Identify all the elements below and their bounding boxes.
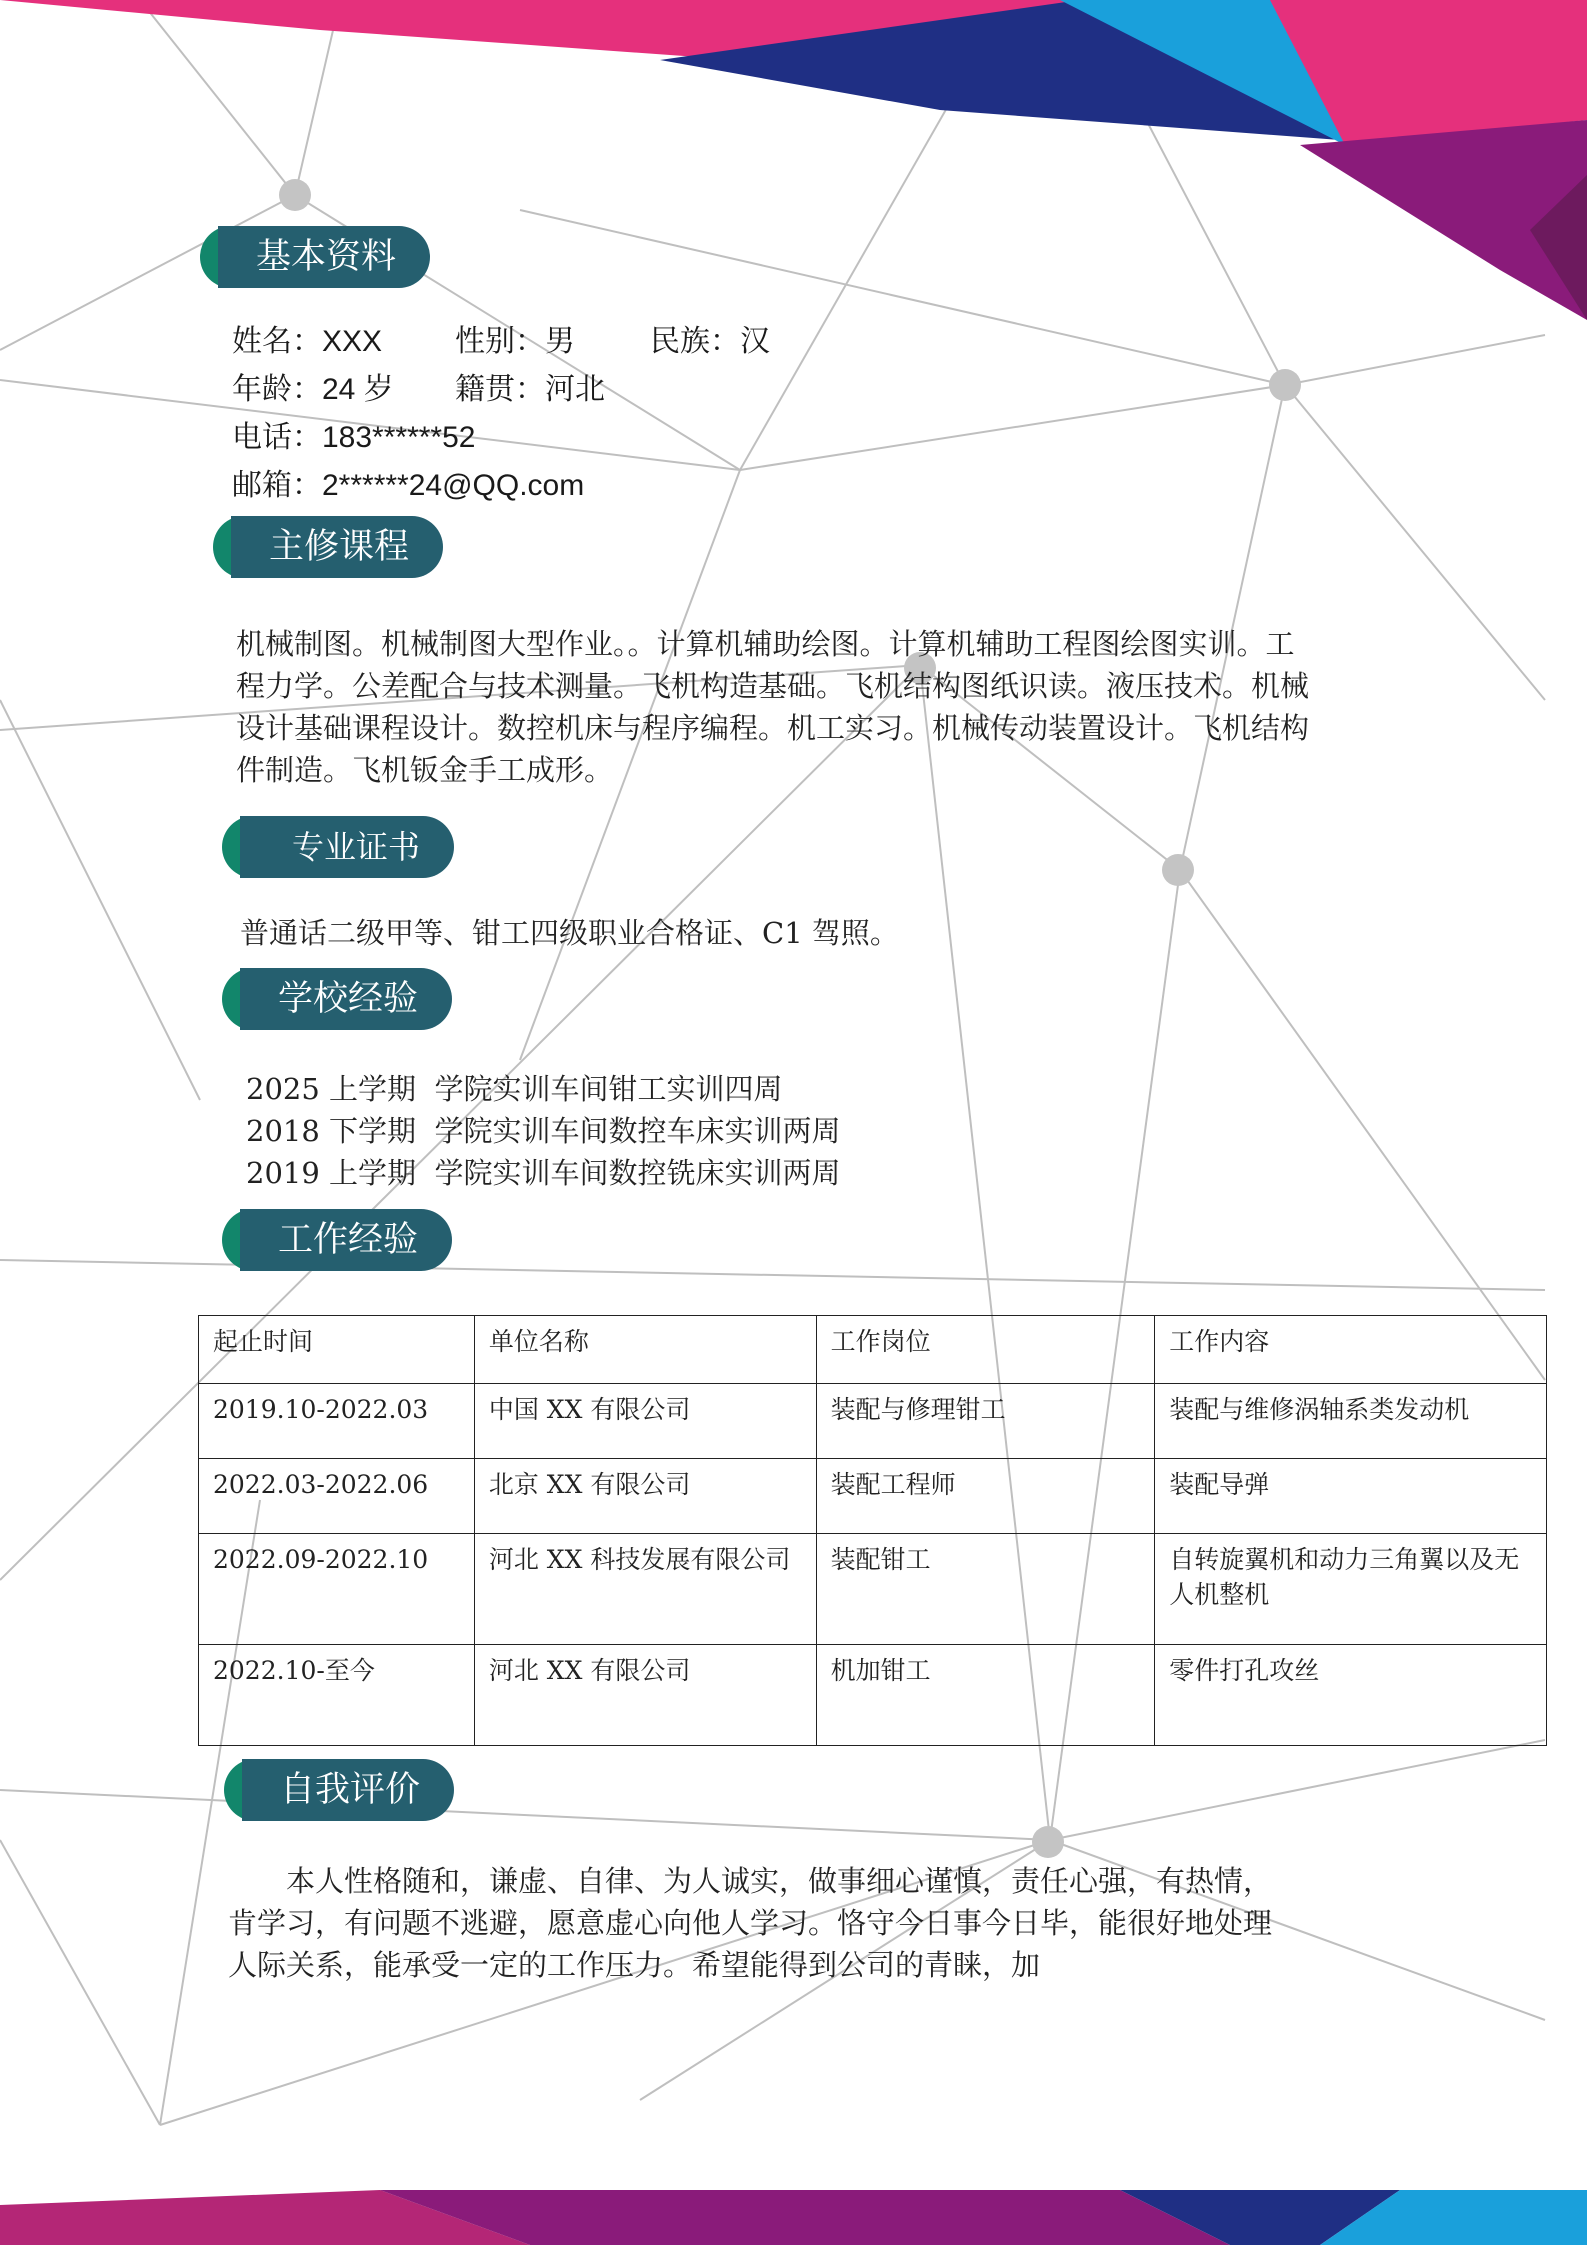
section-title: 主修课程: [231, 516, 443, 578]
table-cell: 机加钳工: [816, 1645, 1155, 1746]
self-evaluation-text: 本人性格随和，谦虚、自律、为人诚实，做事细心谨慎，责任心强，有热情，肯学习，有问题不逃避，愿意虚心向他人学习。恪守今日事今日毕，能很好地处理人际关系，能承受一定的工作压力。希望能得到公司的青睐，加: [228, 1864, 1273, 1982]
bottom-banner: [0, 2190, 1587, 2245]
school-experience-item: 2019 上学期 学院实训车间数控铣床实训两周: [246, 1156, 841, 1190]
section-title: 工作经验: [240, 1209, 452, 1271]
table-header-cell: 工作岗位: [816, 1316, 1155, 1384]
table-cell: 2022.10-至今: [199, 1645, 475, 1746]
school-experience-item: 2018 下学期 学院实训车间数控车床实训两周: [246, 1114, 841, 1148]
table-row: [199, 1534, 1547, 1645]
table-cell: 装配与修理钳工: [816, 1384, 1155, 1459]
work-experience-table: [198, 1315, 1547, 1746]
name-field: 姓名：XXX: [232, 325, 383, 358]
table-cell: 零件打孔攻丝: [1155, 1645, 1547, 1746]
table-cell: 河北 XX 科技发展有限公司: [474, 1534, 816, 1645]
table-cell: 河北 XX 有限公司: [474, 1645, 816, 1746]
table-cell: 装配工程师: [816, 1459, 1155, 1534]
table-cell: 2022.03-2022.06: [199, 1459, 475, 1534]
section-title: 自我评价: [242, 1759, 454, 1821]
table-cell: 装配钳工: [816, 1534, 1155, 1645]
hometown-field: 籍贯：河北: [455, 373, 605, 406]
table-cell: 2019.10-2022.03: [199, 1384, 475, 1459]
section-title: 专业证书: [240, 816, 454, 878]
table-cell: 2022.09-2022.10: [199, 1534, 475, 1645]
email-field: 邮箱：2******24@QQ.com: [232, 469, 585, 502]
table-cell: 装配与维修涡轴系类发动机: [1155, 1384, 1547, 1459]
table-cell: 自转旋翼机和动力三角翼以及无人机整机: [1155, 1534, 1547, 1645]
table-header-cell: 起止时间: [199, 1316, 475, 1384]
courses-text: 机械制图。机械制图大型作业。。计算机辅助绘图。计算机辅助工程图绘图实训。工程力学。公差配合与技术测量。飞机构造基础。飞机结构图纸识读。液压技术。机械设计基础课程设计。数控机床与程序编程。机工实习。机械传动装置设计。飞机结构件制造。飞机钣金手工成形。: [236, 627, 1310, 787]
age-field: 年龄：24 岁: [232, 373, 394, 406]
certificates-text: 普通话二级甲等、钳工四级职业合格证、C1 驾照。: [240, 916, 899, 950]
table-row: [199, 1645, 1547, 1746]
table-cell: 中国 XX 有限公司: [474, 1384, 816, 1459]
table-cell: 北京 XX 有限公司: [474, 1459, 816, 1534]
table-row: [199, 1384, 1547, 1459]
phone-field: 电话：183******52: [232, 421, 476, 454]
school-experience-item: 2025 上学期 学院实训车间钳工实训四周: [246, 1072, 783, 1106]
section-title: 学校经验: [240, 968, 452, 1030]
table-header-cell: 单位名称: [474, 1316, 816, 1384]
section-title: 基本资料: [218, 226, 430, 288]
table-header-row: [199, 1316, 1547, 1384]
table-cell: 装配导弹: [1155, 1459, 1547, 1534]
gender-field: 性别：男: [455, 325, 575, 358]
ethnicity-field: 民族：汉: [650, 325, 770, 358]
table-row: [199, 1459, 1547, 1534]
table-header-cell: 工作内容: [1155, 1316, 1547, 1384]
